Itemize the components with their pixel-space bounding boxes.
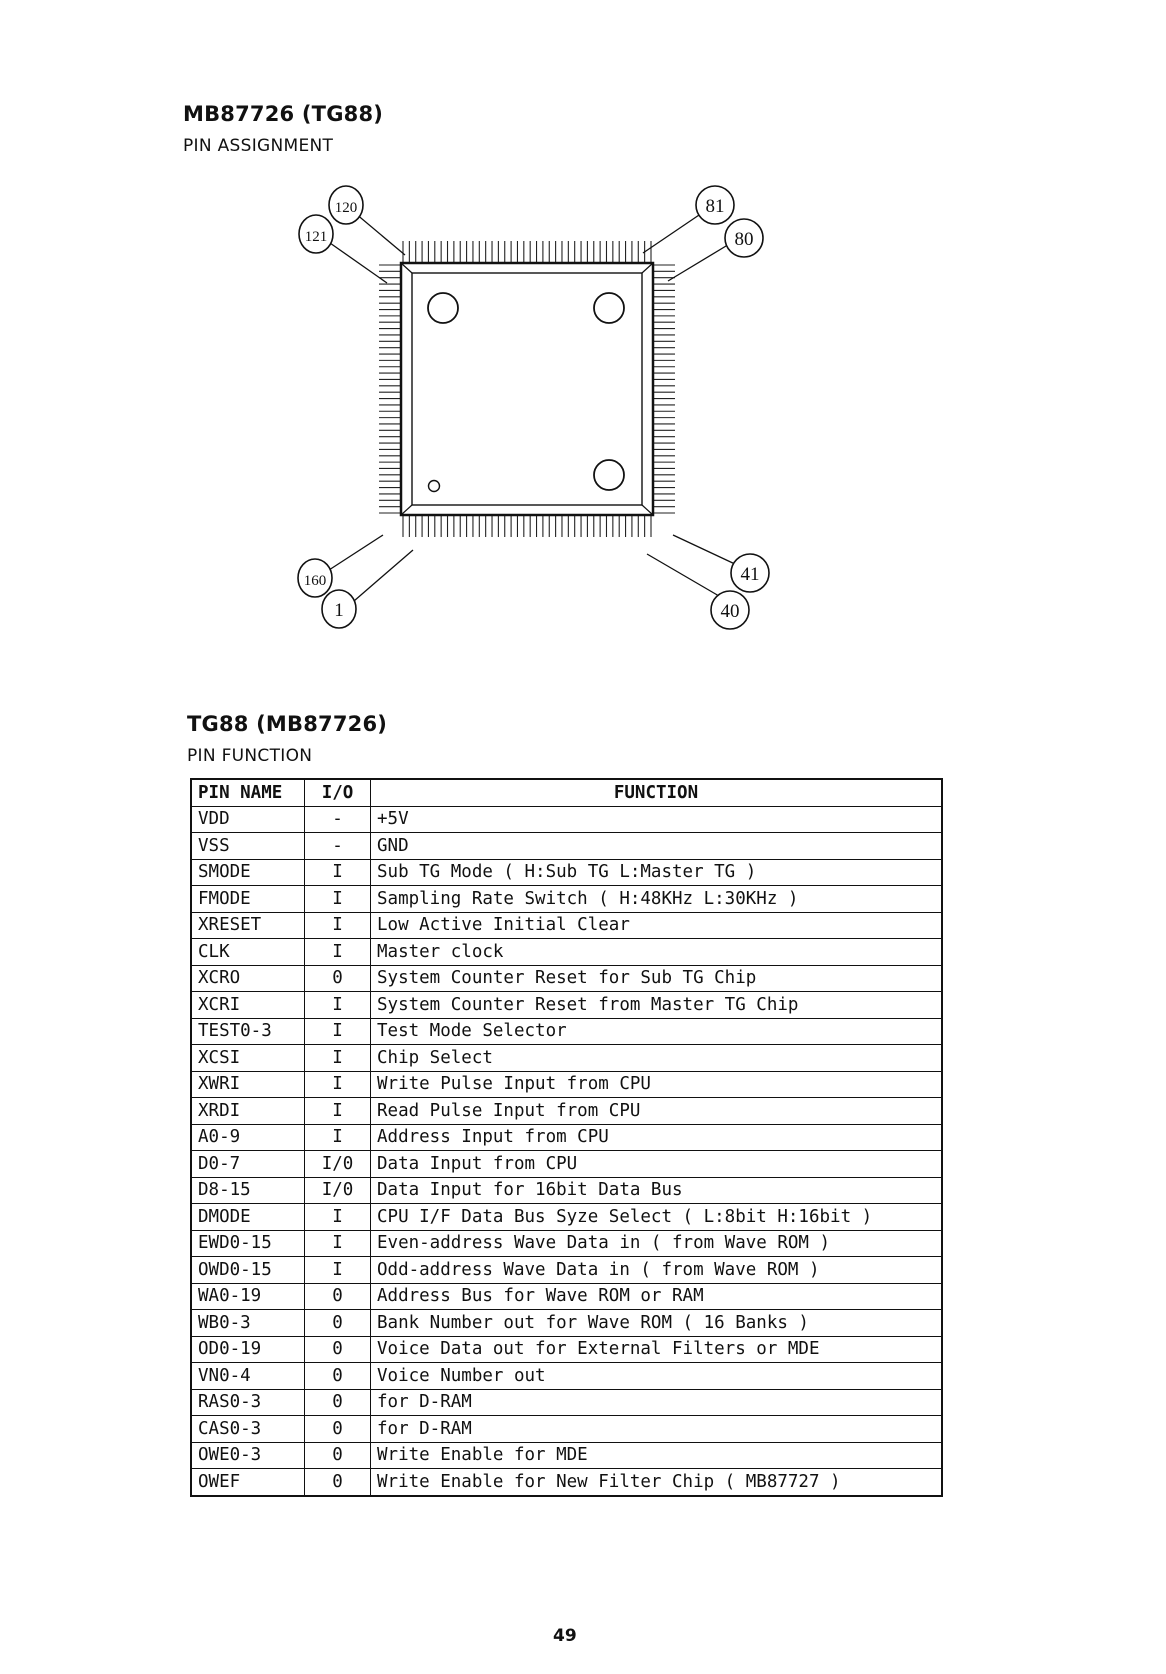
io-cell: I xyxy=(305,912,371,939)
io-cell: 0 xyxy=(305,1469,371,1496)
pin-name-cell: XCSI xyxy=(191,1045,305,1072)
function-cell: Write Enable for MDE xyxy=(371,1442,943,1469)
pin-name-cell: TEST0-3 xyxy=(191,1018,305,1045)
pin-name-cell: D8-15 xyxy=(191,1177,305,1204)
function-cell: GND xyxy=(371,833,943,860)
table-row xyxy=(191,1469,942,1496)
table-row xyxy=(191,1098,942,1125)
pin-name-cell: VDD xyxy=(191,806,305,833)
pin-name-cell: WA0-19 xyxy=(191,1283,305,1310)
chip-title: MB87726 (TG88) xyxy=(183,102,384,126)
io-cell: I xyxy=(305,1071,371,1098)
pin-name-cell: D0-7 xyxy=(191,1151,305,1178)
header-io: I/O xyxy=(305,779,371,806)
table-row xyxy=(191,886,942,913)
io-cell: I xyxy=(305,886,371,913)
table-row xyxy=(191,1363,942,1390)
chip-body-outer xyxy=(401,263,653,515)
table-row xyxy=(191,1283,942,1310)
table-row xyxy=(191,939,942,966)
function-cell: Sub TG Mode ( H:Sub TG L:Master TG ) xyxy=(371,859,943,886)
io-cell: 0 xyxy=(305,1363,371,1390)
pin-name-cell: CAS0-3 xyxy=(191,1416,305,1443)
function-cell: CPU I/F Data Bus Syze Select ( L:8bit H:16bit ) xyxy=(371,1204,943,1231)
io-cell: 0 xyxy=(305,1310,371,1337)
header-function: FUNCTION xyxy=(371,779,943,806)
table-row xyxy=(191,1336,942,1363)
pin-name-cell: OWE0-3 xyxy=(191,1442,305,1469)
io-cell: I xyxy=(305,1018,371,1045)
io-cell: I xyxy=(305,939,371,966)
pin-name-cell: RAS0-3 xyxy=(191,1389,305,1416)
pin-40-label: 40 xyxy=(720,601,740,622)
function-cell: Voice Number out xyxy=(371,1363,943,1390)
pin-160-label: 160 xyxy=(303,573,327,589)
io-cell: I/0 xyxy=(305,1177,371,1204)
pin-name-cell: VSS xyxy=(191,833,305,860)
io-cell: 0 xyxy=(305,1389,371,1416)
table-row xyxy=(191,1442,942,1469)
pin-41-label: 41 xyxy=(740,564,760,585)
table-row xyxy=(191,1151,942,1178)
io-cell: I xyxy=(305,1257,371,1284)
page-number: 49 xyxy=(553,1626,577,1646)
table-row xyxy=(191,1177,942,1204)
function-cell: Read Pulse Input from CPU xyxy=(371,1098,943,1125)
io-cell: I/0 xyxy=(305,1151,371,1178)
pin-name-cell: XCRI xyxy=(191,992,305,1019)
table-row xyxy=(191,965,942,992)
io-cell: 0 xyxy=(305,1416,371,1443)
pin-name-cell: CLK xyxy=(191,939,305,966)
function-cell: Address Input from CPU xyxy=(371,1124,943,1151)
table-row xyxy=(191,1389,942,1416)
function-cell: System Counter Reset from Master TG Chip xyxy=(371,992,943,1019)
table-row xyxy=(191,1310,942,1337)
pin-name-cell: A0-9 xyxy=(191,1124,305,1151)
pin-function-heading: PIN FUNCTION xyxy=(187,746,313,766)
pin-80-label: 80 xyxy=(734,229,754,250)
table-row xyxy=(191,992,942,1019)
function-cell: Low Active Initial Clear xyxy=(371,912,943,939)
pin-120-label: 120 xyxy=(334,200,358,216)
table-header-row xyxy=(191,779,942,806)
pin-name-cell: XWRI xyxy=(191,1071,305,1098)
function-cell: Write Enable for New Filter Chip ( MB87727 ) xyxy=(371,1469,943,1496)
pin-121-label: 121 xyxy=(304,229,328,245)
function-cell: +5V xyxy=(371,806,943,833)
table-row xyxy=(191,1018,942,1045)
chip-pin-diagram xyxy=(295,185,835,660)
function-cell: Bank Number out for Wave ROM ( 16 Banks ) xyxy=(371,1310,943,1337)
function-cell: System Counter Reset for Sub TG Chip xyxy=(371,965,943,992)
function-cell: Odd-address Wave Data in ( from Wave ROM ) xyxy=(371,1257,943,1284)
pin-name-cell: FMODE xyxy=(191,886,305,913)
io-cell: I xyxy=(305,859,371,886)
table-row xyxy=(191,1257,942,1284)
io-cell: 0 xyxy=(305,1283,371,1310)
io-cell: - xyxy=(305,833,371,860)
pin-name-cell: OD0-19 xyxy=(191,1336,305,1363)
table-row xyxy=(191,1230,942,1257)
pin-name-cell: XCRO xyxy=(191,965,305,992)
function-cell: Even-address Wave Data in ( from Wave ROM ) xyxy=(371,1230,943,1257)
io-cell: 0 xyxy=(305,965,371,992)
pin-name-cell: VN0-4 xyxy=(191,1363,305,1390)
pin-name-cell: OWD0-15 xyxy=(191,1257,305,1284)
io-cell: I xyxy=(305,992,371,1019)
table-row xyxy=(191,1045,942,1072)
table-row xyxy=(191,1071,942,1098)
function-cell: Data Input from CPU xyxy=(371,1151,943,1178)
table-row xyxy=(191,806,942,833)
pin-name-cell: DMODE xyxy=(191,1204,305,1231)
io-cell: 0 xyxy=(305,1442,371,1469)
function-cell: Sampling Rate Switch ( H:48KHz L:30KHz ) xyxy=(371,886,943,913)
function-cell: for D-RAM xyxy=(371,1416,943,1443)
pin-name-cell: XRDI xyxy=(191,1098,305,1125)
table-row xyxy=(191,859,942,886)
pin-name-cell: XRESET xyxy=(191,912,305,939)
pin-name-cell: OWEF xyxy=(191,1469,305,1496)
pin-function-table xyxy=(190,778,943,1497)
table-row xyxy=(191,1124,942,1151)
pin-1-label: 1 xyxy=(334,600,344,621)
function-cell: Address Bus for Wave ROM or RAM xyxy=(371,1283,943,1310)
io-cell: I xyxy=(305,1098,371,1125)
io-cell: I xyxy=(305,1230,371,1257)
table-row xyxy=(191,1204,942,1231)
function-cell: Chip Select xyxy=(371,1045,943,1072)
function-cell: Voice Data out for External Filters or MDE xyxy=(371,1336,943,1363)
function-cell: Test Mode Selector xyxy=(371,1018,943,1045)
function-cell: Data Input for 16bit Data Bus xyxy=(371,1177,943,1204)
table-row xyxy=(191,833,942,860)
io-cell: I xyxy=(305,1045,371,1072)
function-cell: for D-RAM xyxy=(371,1389,943,1416)
pin-name-cell: SMODE xyxy=(191,859,305,886)
pin-name-cell: EWD0-15 xyxy=(191,1230,305,1257)
table-row xyxy=(191,1416,942,1443)
pin-assignment-heading: PIN ASSIGNMENT xyxy=(183,136,334,156)
pin-function-title: TG88 (MB87726) xyxy=(187,712,388,736)
function-cell: Master clock xyxy=(371,939,943,966)
header-pin-name: PIN NAME xyxy=(191,779,305,806)
function-cell: Write Pulse Input from CPU xyxy=(371,1071,943,1098)
pin-81-label: 81 xyxy=(705,196,725,217)
io-cell: - xyxy=(305,806,371,833)
table-row xyxy=(191,912,942,939)
io-cell: I xyxy=(305,1124,371,1151)
io-cell: I xyxy=(305,1204,371,1231)
pin-name-cell: WB0-3 xyxy=(191,1310,305,1337)
io-cell: 0 xyxy=(305,1336,371,1363)
